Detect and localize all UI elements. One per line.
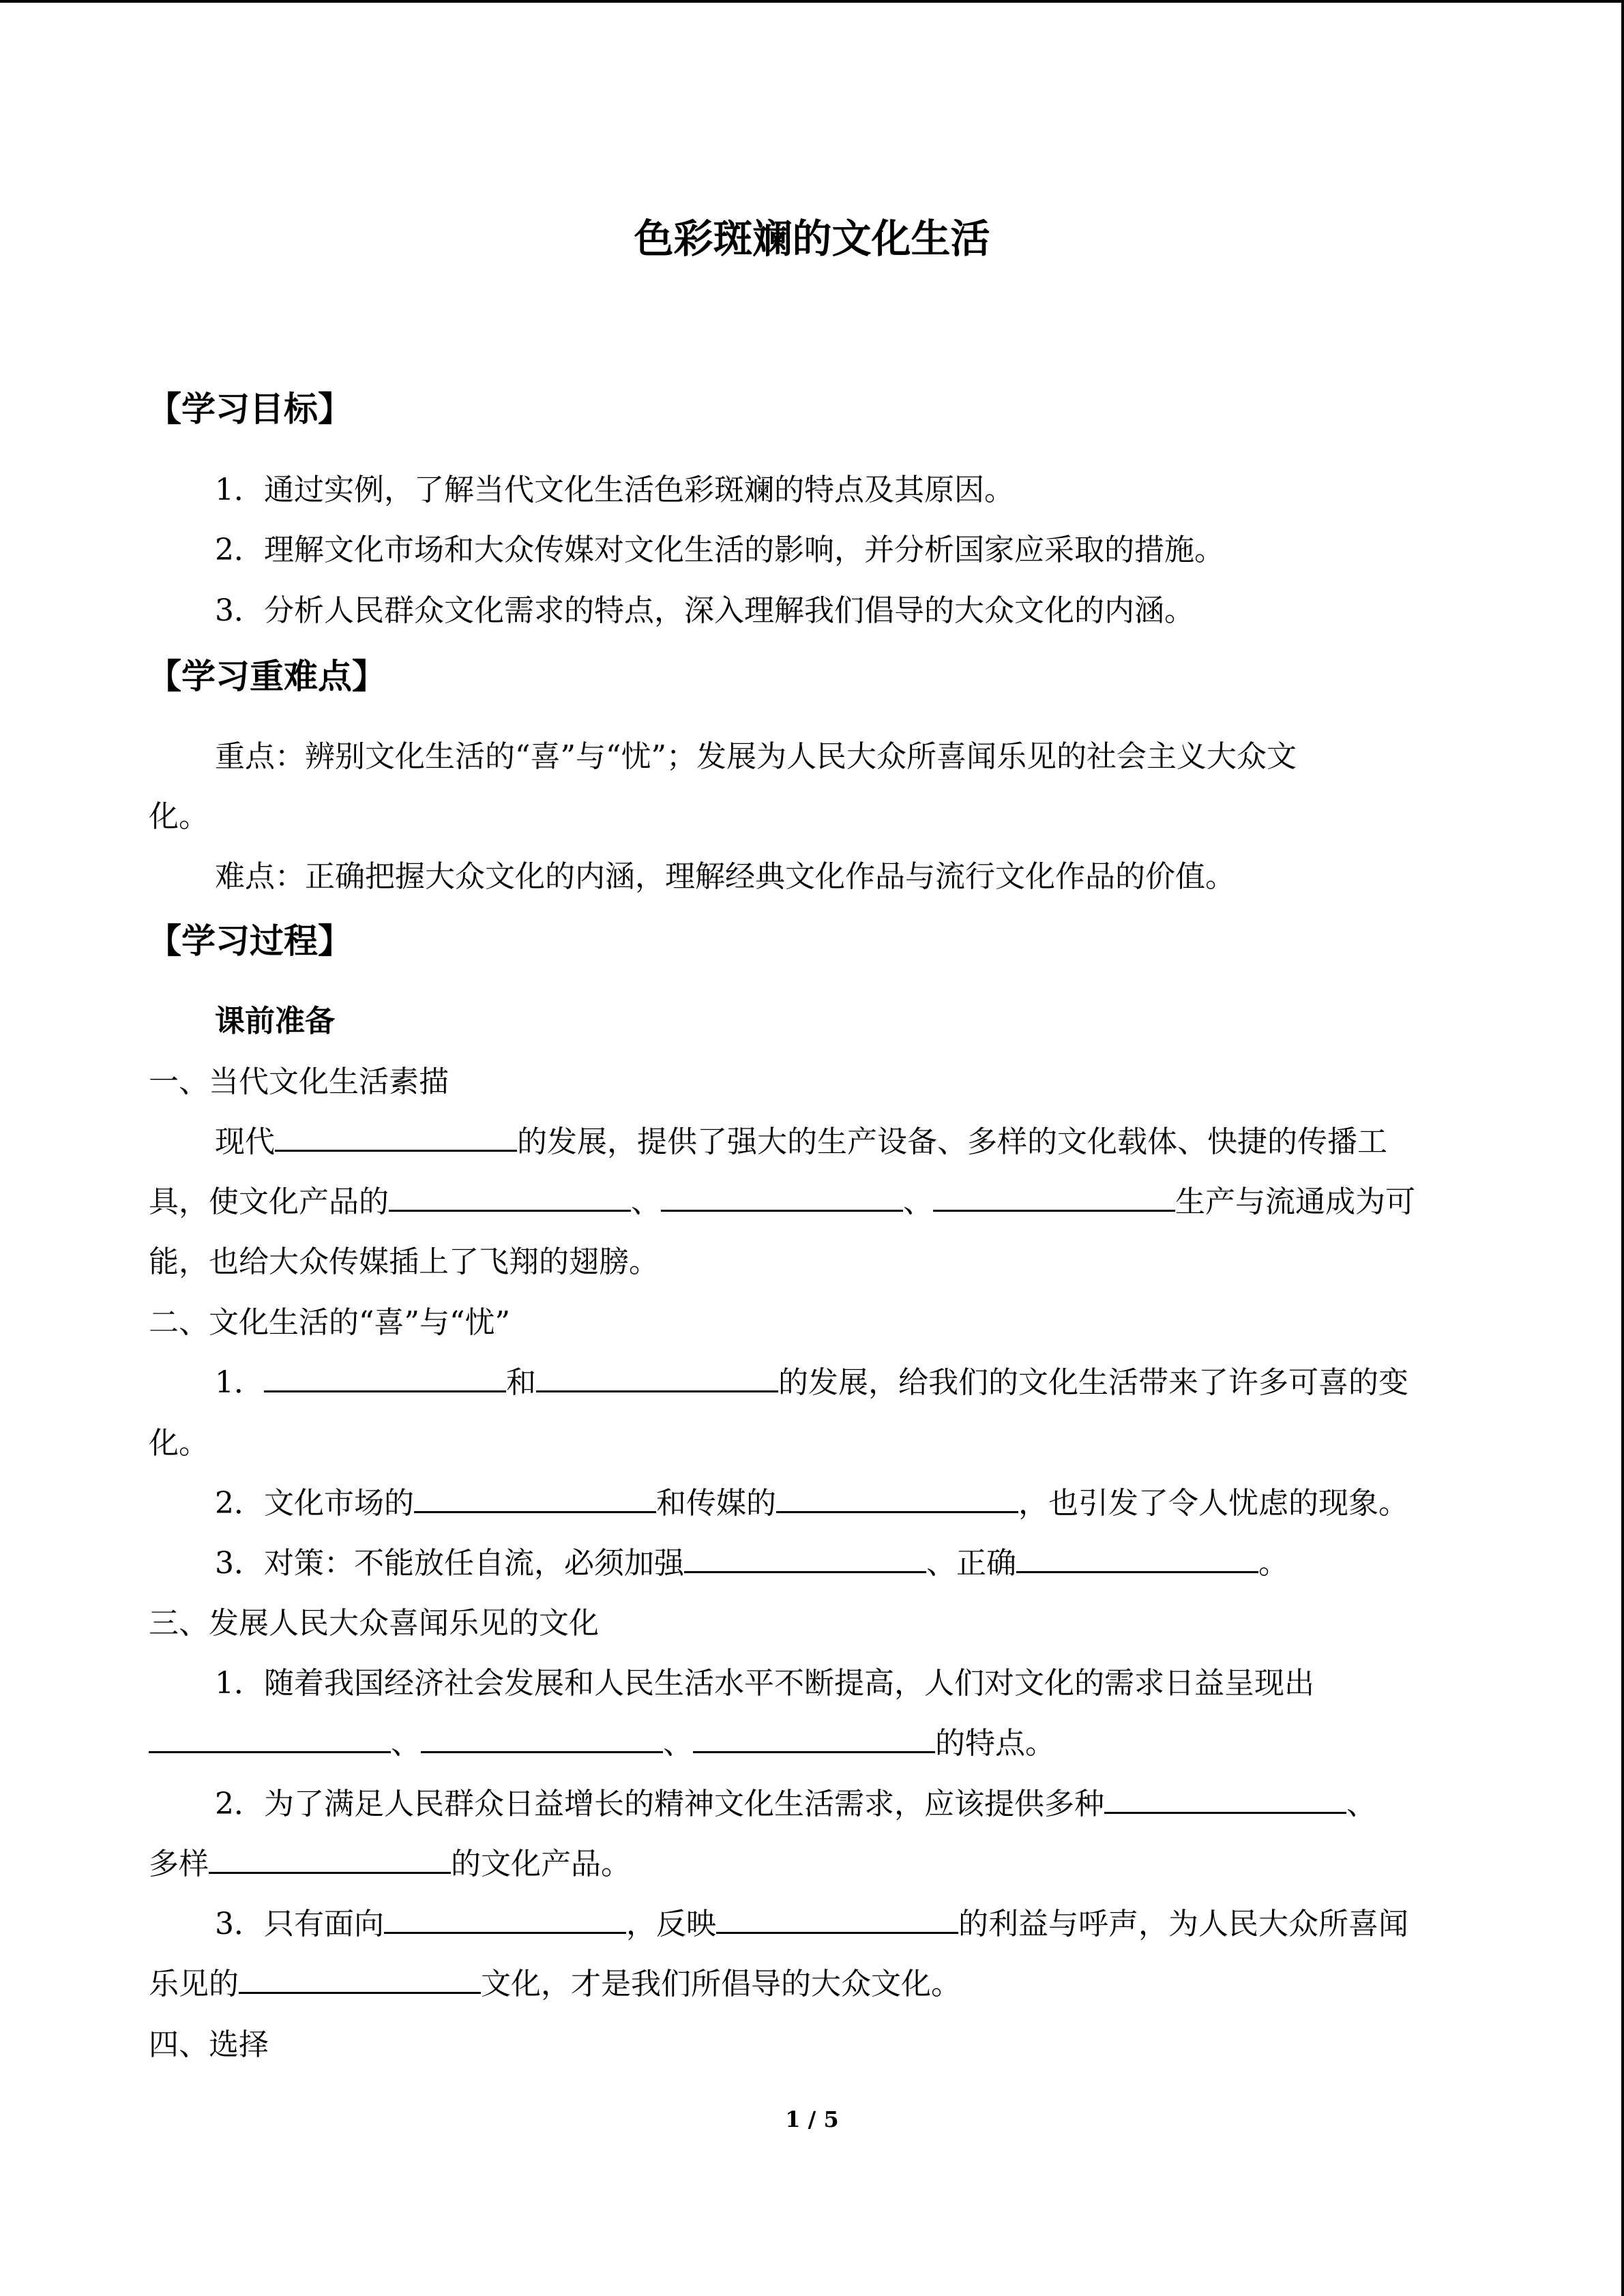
keypoint-focus-line2: 化。 bbox=[149, 799, 209, 834]
part3-item3-text-b: ，反映 bbox=[626, 1907, 716, 1941]
part2-item3-text-a: 3．对策：不能放任自流，必须加强 bbox=[215, 1546, 684, 1581]
part3-item3-wrap bbox=[149, 1964, 961, 2005]
page-border-right bbox=[1621, 0, 1624, 2296]
part3-item2-text-a: 2．为了满足人民群众日益增长的精神文化生活需求，应该提供多种 bbox=[215, 1787, 1104, 1821]
part1-line2-text-d: 生产与流通成为可 bbox=[1175, 1184, 1415, 1219]
part2-item3-text-b: 、正确 bbox=[926, 1546, 1016, 1581]
objective-item-1: 1．通过实例，了解当代文化生活色彩斑斓的特点及其原因。 bbox=[215, 473, 1014, 507]
part2-item3 bbox=[215, 1543, 1288, 1584]
fill-blank bbox=[239, 1965, 481, 1994]
keypoint-focus-line1: 重点：辨别文化生活的“喜”与“忧”；发展为人民大众所喜闻乐见的社会主义大众文 bbox=[215, 739, 1297, 774]
part2-item3-text-c: 。 bbox=[1258, 1546, 1288, 1581]
fill-blank bbox=[149, 1724, 391, 1753]
part2-item1-num: 1． bbox=[215, 1365, 264, 1400]
part3-item1: 1．随着我国经济社会发展和人民生活水平不断提高，人们对文化的需求日益呈现出 bbox=[215, 1666, 1314, 1701]
fill-blank bbox=[716, 1905, 958, 1934]
part1-line2-sep1: 、 bbox=[631, 1184, 661, 1219]
part2-item2 bbox=[215, 1483, 1408, 1524]
part3-item3-text-a: 3．只有面向 bbox=[215, 1907, 384, 1941]
objective-item-3: 3．分析人民群众文化需求的特点，深入理解我们倡导的大众文化的内涵。 bbox=[215, 593, 1194, 628]
fill-blank bbox=[684, 1544, 926, 1573]
fill-blank bbox=[1016, 1544, 1258, 1573]
part3-item2-sep: 、 bbox=[1346, 1787, 1376, 1821]
part3-item1-wrap bbox=[149, 1723, 1055, 1764]
keypoints-heading: 【学习重难点】 bbox=[147, 656, 386, 696]
fill-blank bbox=[389, 1182, 631, 1212]
keypoint-difficulty: 难点：正确把握大众文化的内涵，理解经典文化作品与流行文化作品的价值。 bbox=[215, 859, 1235, 894]
part3-item3-text-d: 乐见的 bbox=[149, 1967, 239, 2001]
part3-item2-wrap bbox=[149, 1844, 631, 1885]
fill-blank bbox=[414, 1484, 656, 1513]
part2-item2-text-b: 和传媒的 bbox=[656, 1486, 776, 1521]
fill-blank bbox=[209, 1845, 451, 1874]
part3-item2-text-d: 的文化产品。 bbox=[451, 1847, 631, 1881]
fill-blank bbox=[384, 1905, 626, 1934]
part1-line1-text-b: 的发展，提供了强大的生产设备、多样的文化载体、快捷的传播工 bbox=[517, 1124, 1387, 1159]
part1-line1-text-a: 现代 bbox=[215, 1124, 275, 1159]
fill-blank bbox=[264, 1363, 506, 1392]
part4-heading: 四、选择 bbox=[149, 2027, 269, 2062]
fill-blank bbox=[661, 1182, 903, 1212]
fill-blank bbox=[933, 1182, 1175, 1212]
fill-blank bbox=[693, 1724, 935, 1753]
part3-heading: 三、发展人民大众喜闻乐见的文化 bbox=[149, 1606, 599, 1641]
objective-item-2: 2．理解文化市场和大众传媒对文化生活的影响，并分析国家应采取的措施。 bbox=[215, 533, 1224, 567]
fill-blank bbox=[536, 1363, 778, 1392]
part1-line2 bbox=[149, 1182, 1415, 1223]
part2-item2-text-c: ，也引发了令人忧虑的现象。 bbox=[1018, 1486, 1408, 1521]
part3-item1-sep2: 、 bbox=[663, 1726, 693, 1761]
prep-label: 课前准备 bbox=[215, 1004, 335, 1039]
process-heading: 【学习过程】 bbox=[147, 921, 352, 961]
part1-line2-sep2: 、 bbox=[903, 1184, 933, 1219]
part1-line3: 能，也给大众传媒插上了飞翔的翅膀。 bbox=[149, 1244, 659, 1279]
part3-item3-text-e: 文化，才是我们所倡导的大众文化。 bbox=[481, 1967, 961, 2001]
part2-item1-wrap: 化。 bbox=[149, 1426, 209, 1461]
page-number: 1 / 5 bbox=[785, 2106, 839, 2132]
fill-blank bbox=[1104, 1785, 1346, 1814]
fill-blank bbox=[421, 1724, 663, 1753]
page-title: 色彩斑斓的文化生活 bbox=[634, 215, 990, 262]
fill-blank bbox=[275, 1122, 517, 1152]
part3-item2-text-c: 多样 bbox=[149, 1847, 209, 1881]
objectives-heading: 【学习目标】 bbox=[147, 389, 352, 429]
part2-item2-text-a: 2．文化市场的 bbox=[215, 1486, 414, 1521]
part3-item1-end: 的特点。 bbox=[935, 1726, 1055, 1761]
part3-item3 bbox=[215, 1904, 1408, 1945]
part1-heading: 一、当代文化生活素描 bbox=[149, 1064, 449, 1099]
part1-line2-text-a: 具，使文化产品的 bbox=[149, 1184, 389, 1219]
part1-line1 bbox=[215, 1122, 1387, 1163]
page-border-top bbox=[0, 0, 1624, 3]
part3-item2 bbox=[215, 1784, 1376, 1825]
part3-item1-sep1: 、 bbox=[391, 1726, 421, 1761]
part2-heading: 二、文化生活的“喜”与“忧” bbox=[149, 1305, 510, 1340]
part2-item1 bbox=[215, 1362, 1408, 1403]
part2-item1-text: 的发展，给我们的文化生活带来了许多可喜的变 bbox=[778, 1365, 1408, 1400]
part2-item1-and: 和 bbox=[506, 1365, 536, 1400]
fill-blank bbox=[776, 1484, 1018, 1513]
part3-item3-text-c: 的利益与呼声，为人民大众所喜闻 bbox=[958, 1907, 1408, 1941]
